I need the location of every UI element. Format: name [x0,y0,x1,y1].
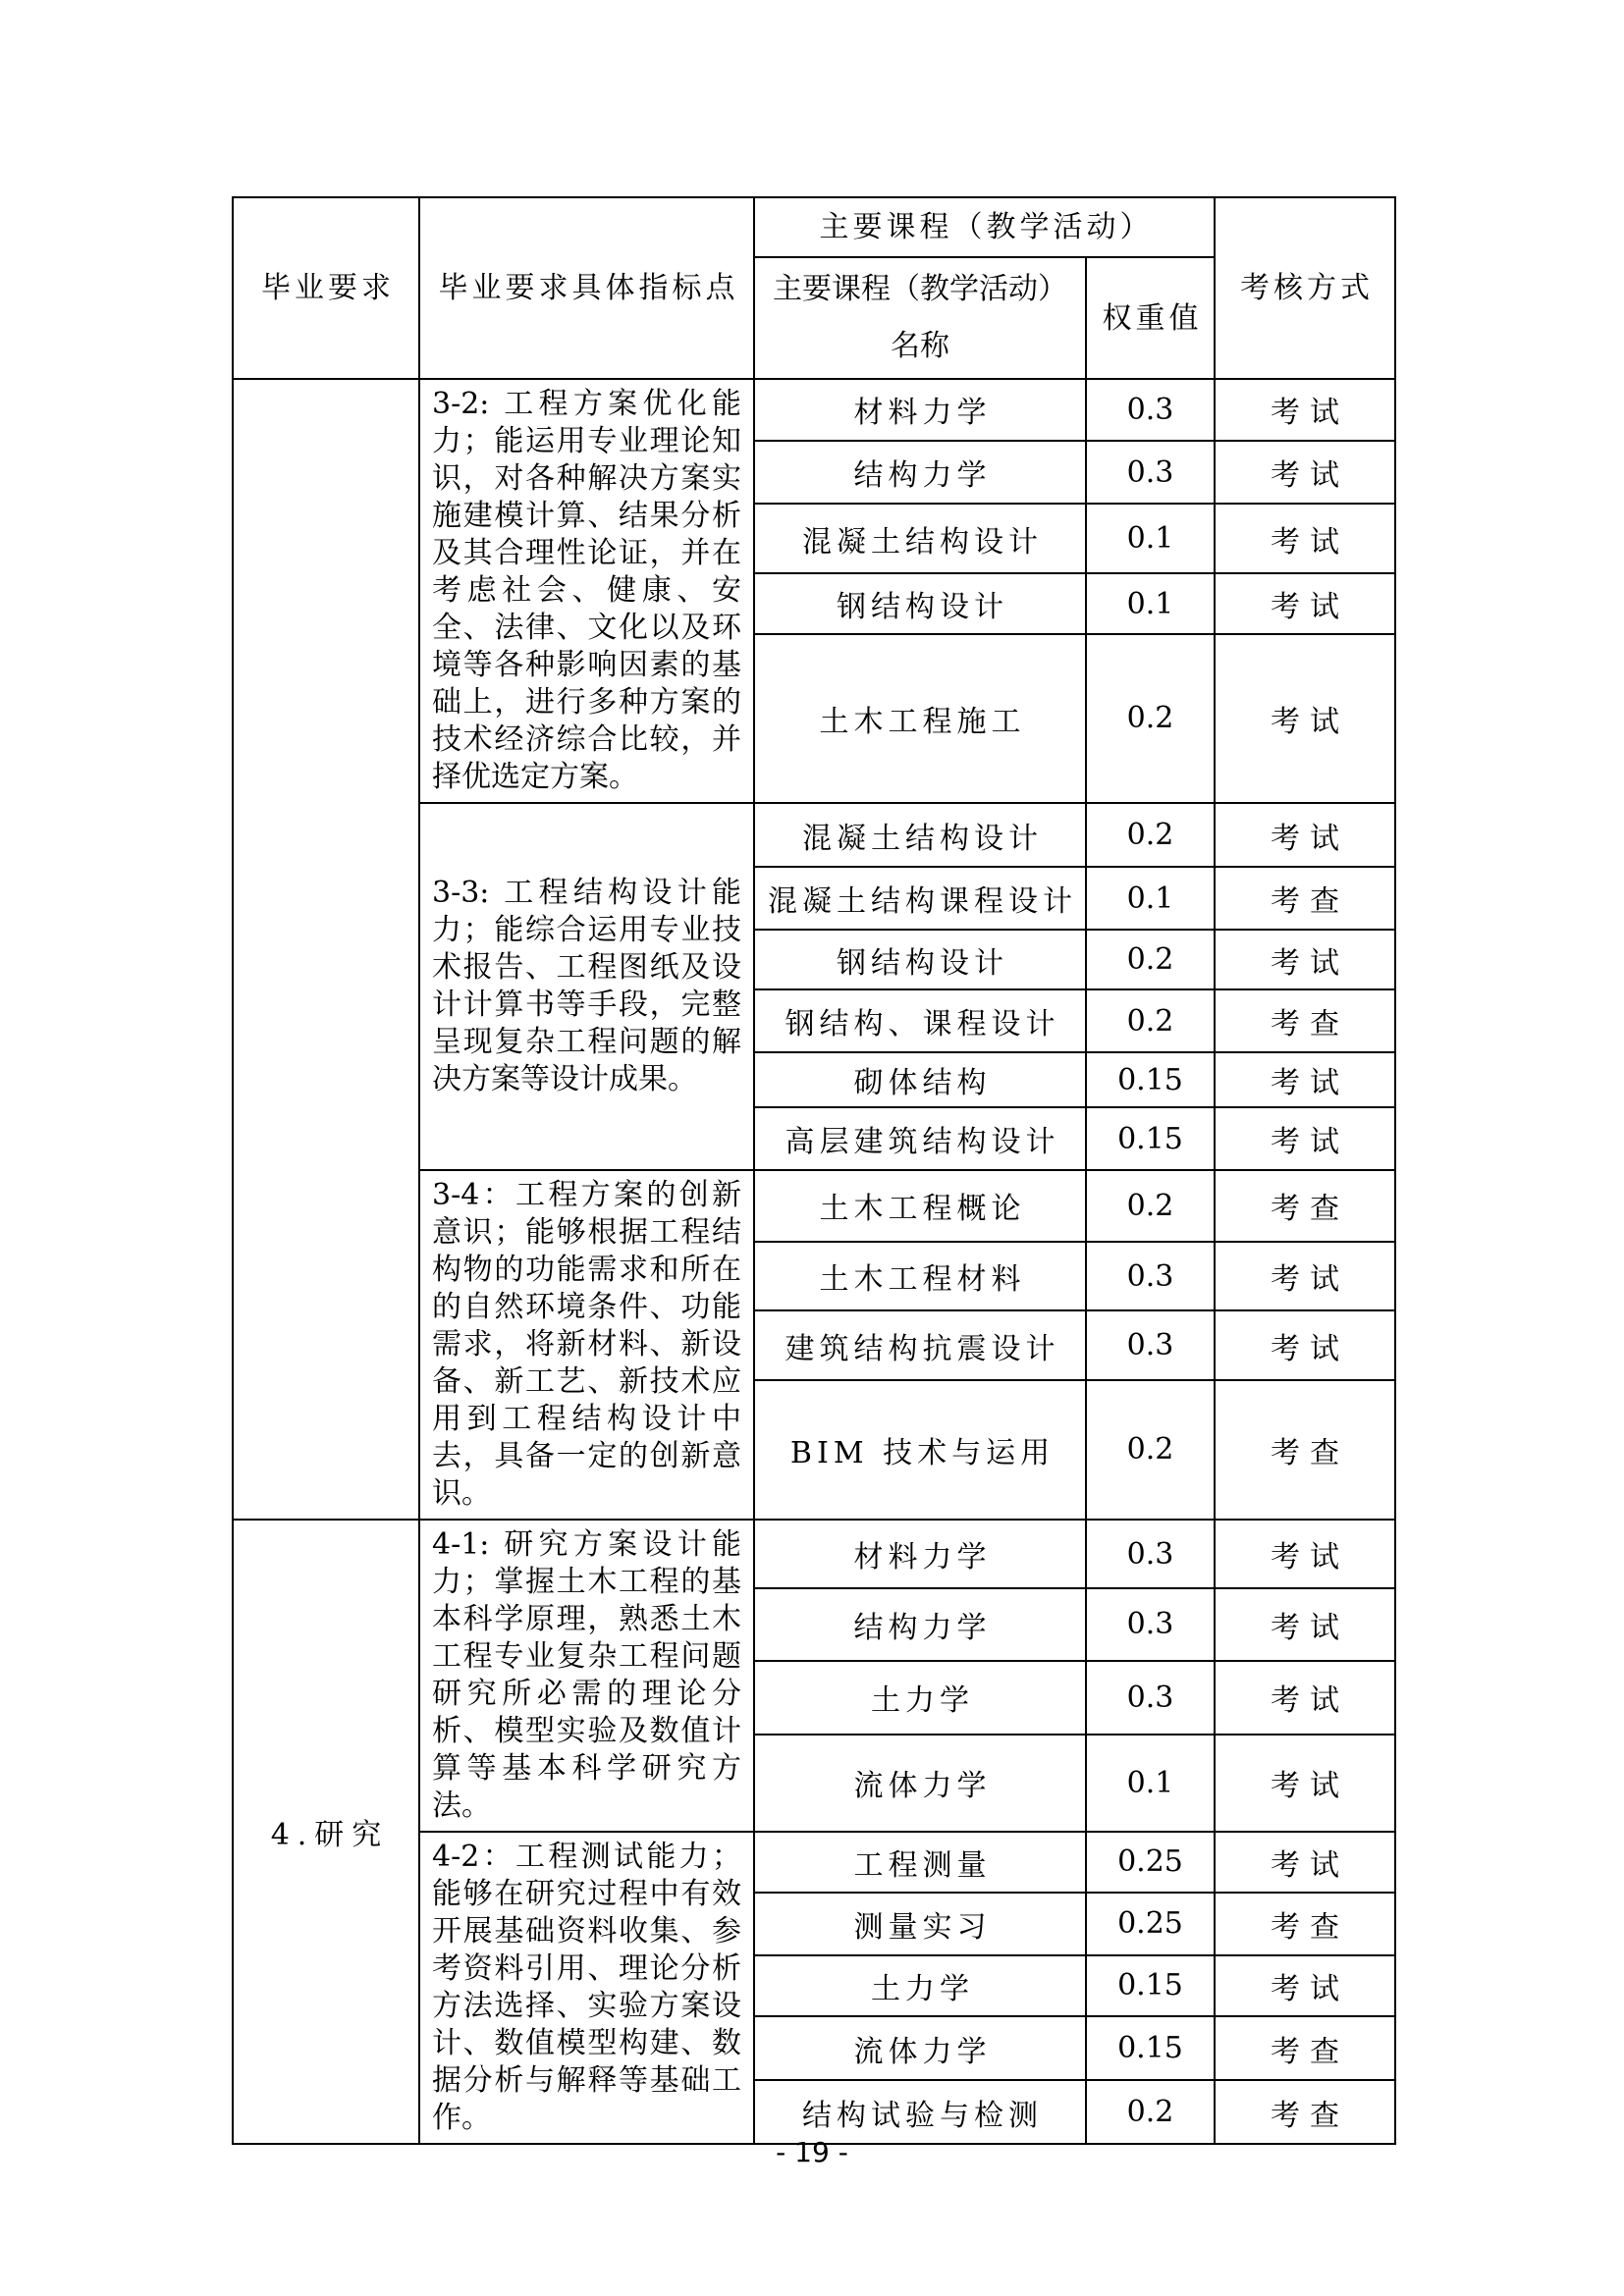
assessment-cell: 考查 [1215,989,1395,1052]
weight-value-cell: 0.2 [1086,989,1215,1052]
weight-value-cell: 0.2 [1086,634,1215,803]
header-course-group: 主要课程（教学活动） [754,197,1215,257]
weight-value-cell: 0.1 [1086,504,1215,573]
assessment-cell: 考试 [1215,1588,1395,1661]
assessment-cell: 考试 [1215,1955,1395,2016]
course-name-cell: 结构试验与检测 [754,2080,1086,2144]
course-name-cell: 结构力学 [754,441,1086,505]
weight-value-cell: 0.3 [1086,1661,1215,1735]
course-name-cell: 结构力学 [754,1588,1086,1661]
assessment-cell: 考查 [1215,2080,1395,2144]
assessment-cell: 考试 [1215,1735,1395,1832]
assessment-cell: 考试 [1215,1242,1395,1311]
course-name-cell: 流体力学 [754,1735,1086,1832]
table-row [233,379,1395,441]
course-name-cell: 土木工程施工 [754,634,1086,803]
course-name-cell: BIM 技术与运用 [754,1380,1086,1520]
assessment-cell: 考查 [1215,2016,1395,2081]
course-name-cell: 高层建筑结构设计 [754,1107,1086,1170]
course-name-cell: 流体力学 [754,2016,1086,2081]
indicator-cell: 4-2：工程测试能力；能够在研究过程中有效开展基础资料收集、参考资料引用、理论分析方法选择、实验方案设计、数值模型构建、数据分析与解释等基础工作。 [419,1832,754,2144]
weight-value-cell: 0.2 [1086,930,1215,989]
weight-value-cell: 0.2 [1086,2080,1215,2144]
weight-value-cell: 0.25 [1086,1832,1215,1893]
weight-value-cell: 0.1 [1086,573,1215,634]
indicator-cell: 3-2: 工程方案优化能力；能运用专业理论知识，对各种解决方案实施建模计算、结果分析及其合理性论证，并在考虑社会、健康、安全、法律、文化以及环境等各种影响因素的基础上，进行多种方案的技术经济综合比较，并择优选定方案。 [419,379,754,803]
course-name-cell: 土木工程材料 [754,1242,1086,1311]
assessment-cell: 考试 [1215,1661,1395,1735]
indicator-cell: 4-1: 研究方案设计能力；掌握土木工程的基本科学原理，熟悉土木工程专业复杂工程问题研究所必需的理论分析、模型实验及数值计算等基本科学研究方法。 [419,1520,754,1832]
curriculum-table [232,196,1396,2145]
header-course-name: 主要课程（教学活动）名称 [754,257,1086,379]
weight-value-cell: 0.3 [1086,1310,1215,1380]
weight-value-cell: 0.3 [1086,441,1215,505]
page-number: - 19 - [776,2136,848,2168]
weight-value-cell: 0.1 [1086,1735,1215,1832]
course-name-cell: 钢结构设计 [754,930,1086,989]
assessment-cell: 考试 [1215,504,1395,573]
weight-value-cell: 0.15 [1086,1107,1215,1170]
weight-value-cell: 0.2 [1086,1170,1215,1242]
course-name-cell: 混凝土结构设计 [754,803,1086,867]
weight-value-cell: 0.1 [1086,867,1215,930]
course-name-cell: 材料力学 [754,379,1086,441]
course-name-cell: 建筑结构抗震设计 [754,1310,1086,1380]
assessment-cell: 考试 [1215,379,1395,441]
weight-value-cell: 0.3 [1086,379,1215,441]
course-name-cell: 工程测量 [754,1832,1086,1893]
indicator-cell: 3-3: 工程结构设计能力；能综合运用专业技术报告、工程图纸及设计计算书等手段，完整呈现复杂工程问题的解决方案等设计成果。 [419,803,754,1170]
course-name-cell: 土力学 [754,1661,1086,1735]
weight-value-cell: 0.3 [1086,1520,1215,1588]
course-name-cell: 混凝土结构设计 [754,504,1086,573]
assessment-cell: 考试 [1215,634,1395,803]
header-requirement: 毕业要求 [233,197,419,379]
weight-value-cell: 0.15 [1086,1052,1215,1107]
assessment-cell: 考试 [1215,1520,1395,1588]
header-row-1 [233,197,1395,257]
table-row [233,1520,1395,1588]
weight-value-cell: 0.2 [1086,1380,1215,1520]
assessment-cell: 考试 [1215,930,1395,989]
weight-value-cell: 0.3 [1086,1242,1215,1311]
course-name-cell: 土木工程概论 [754,1170,1086,1242]
assessment-cell: 考查 [1215,1380,1395,1520]
weight-value-cell: 0.25 [1086,1893,1215,1956]
header-weight: 权重值 [1086,257,1215,379]
assessment-cell: 考试 [1215,1310,1395,1380]
course-name-cell: 土力学 [754,1955,1086,2016]
weight-value-cell: 0.15 [1086,2016,1215,2081]
course-name-cell: 砌体结构 [754,1052,1086,1107]
assessment-cell: 考试 [1215,1107,1395,1170]
course-name-cell: 钢结构、课程设计 [754,989,1086,1052]
header-assessment: 考核方式 [1215,197,1395,379]
course-name-cell: 测量实习 [754,1893,1086,1956]
assessment-cell: 考试 [1215,1052,1395,1107]
weight-value-cell: 0.3 [1086,1588,1215,1661]
assessment-cell: 考查 [1215,867,1395,930]
assessment-cell: 考查 [1215,1893,1395,1956]
header-indicator: 毕业要求具体指标点 [419,197,754,379]
course-name-cell: 混凝土结构课程设计 [754,867,1086,930]
indicator-cell: 3-4：工程方案的创新意识；能够根据工程结构物的功能需求和所在的自然环境条件、功能需求，将新材料、新设备、新工艺、新技术应用到工程结构设计中去，具备一定的创新意识。 [419,1170,754,1520]
weight-value-cell: 0.2 [1086,803,1215,867]
requirement-cell: 4.研究 [233,1520,419,2144]
assessment-cell: 考试 [1215,573,1395,634]
assessment-cell: 考试 [1215,803,1395,867]
weight-value-cell: 0.15 [1086,1955,1215,2016]
course-name-cell: 钢结构设计 [754,573,1086,634]
assessment-cell: 考试 [1215,441,1395,505]
requirement-cell [233,379,419,1520]
assessment-cell: 考查 [1215,1170,1395,1242]
course-name-cell: 材料力学 [754,1520,1086,1588]
assessment-cell: 考试 [1215,1832,1395,1893]
